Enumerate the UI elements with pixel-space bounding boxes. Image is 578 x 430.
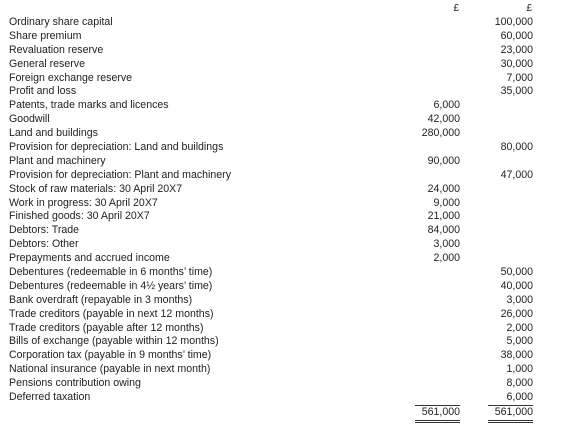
table-row: [0, 224, 578, 238]
row-label: Deferred taxation: [9, 391, 91, 404]
table-row: [0, 266, 578, 280]
row-label: Foreign exchange reserve: [9, 71, 133, 84]
row-value-col1: 3,000: [433, 238, 460, 251]
row-value-col1: 21,000: [427, 210, 460, 223]
table-row: [0, 280, 578, 294]
row-label: Debtors: Other: [9, 238, 79, 251]
row-label: Ordinary share capital: [9, 16, 113, 28]
row-value-col2: 5,000: [506, 335, 533, 348]
table-row: [0, 99, 578, 113]
row-label: Bills of exchange (payable within 12 months): [9, 335, 219, 348]
trial-balance-rows: [0, 16, 578, 405]
table-row: [0, 85, 578, 99]
table-row: [0, 322, 578, 336]
row-label: Pensions contribution owing: [9, 377, 141, 390]
row-label: Profit and loss: [9, 85, 77, 98]
row-value-col2: 23,000: [500, 43, 533, 56]
row-label: Patents, trade marks and licences: [9, 99, 169, 112]
row-value-col1: 9,000: [433, 196, 460, 209]
row-value-col2: 26,000: [500, 307, 533, 320]
column-header-pounds-2: £: [526, 3, 532, 14]
table-row: [0, 238, 578, 252]
row-value-col2: 50,000: [500, 266, 533, 279]
total-col2: 561,000: [488, 406, 533, 423]
column-header-pounds-1: £: [453, 3, 459, 14]
row-label: Stock of raw materials: 30 April 20X7: [9, 182, 183, 195]
table-row: [0, 335, 578, 349]
row-label: Debentures (redeemable in 4½ years’ time): [9, 279, 213, 292]
table-row: [0, 197, 578, 211]
row-value-col1: 90,000: [427, 154, 460, 167]
row-label: Finished goods: 30 April 20X7: [9, 210, 150, 223]
table-row: [0, 141, 578, 155]
row-label: Provision for depreciation: Land and buildings: [9, 141, 224, 154]
table-row: [0, 363, 578, 377]
row-label: National insurance (payable in next month): [9, 363, 211, 376]
row-label: General reserve: [9, 57, 85, 70]
row-value-col2: 8,000: [506, 377, 533, 390]
table-row: [0, 30, 578, 44]
table-row: [0, 169, 578, 183]
table-row: [0, 16, 578, 30]
row-label: Share premium: [9, 29, 82, 42]
row-label: Bank overdraft (repayable in 3 months): [9, 293, 193, 306]
table-row: [0, 72, 578, 86]
table-row: [0, 58, 578, 72]
row-label: Prepayments and accrued income: [9, 252, 170, 265]
total-col1: 561,000: [415, 406, 460, 423]
row-label: Land and buildings: [9, 127, 98, 140]
totals-row: [0, 406, 578, 422]
row-value-col2: 38,000: [500, 349, 533, 362]
row-label: Corporation tax (payable in 9 months’ time): [9, 349, 212, 362]
table-row: [0, 210, 578, 224]
row-value-col2: 7,000: [506, 71, 533, 84]
row-value-col2: 2,000: [506, 321, 533, 334]
row-label: Work in progress: 30 April 20X7: [9, 196, 158, 209]
table-row: [0, 252, 578, 266]
row-value-col2: 80,000: [500, 141, 533, 154]
row-value-col2: 35,000: [500, 85, 533, 98]
table-row: [0, 127, 578, 141]
row-value-col2: 40,000: [500, 279, 533, 292]
table-row: [0, 155, 578, 169]
row-value-col1: 2,000: [433, 252, 460, 265]
row-label: Debentures (redeemable in 6 months’ time): [9, 266, 213, 279]
table-row: [0, 308, 578, 322]
row-value-col2: 1,000: [506, 363, 533, 376]
row-value-col2: 100,000: [494, 16, 533, 28]
row-label: Provision for depreciation: Plant and machinery: [9, 168, 231, 181]
table-row: [0, 294, 578, 308]
column-header-row: [0, 3, 578, 15]
table-row: [0, 391, 578, 405]
row-value-col2: 47,000: [500, 168, 533, 181]
row-value-col1: 42,000: [427, 113, 460, 126]
row-value-col2: 60,000: [500, 29, 533, 42]
row-value-col1: 280,000: [421, 127, 460, 140]
table-row: [0, 349, 578, 363]
table-row: [0, 44, 578, 58]
row-value-col1: 6,000: [433, 99, 460, 112]
row-label: Plant and machinery: [9, 154, 106, 167]
table-row: [0, 183, 578, 197]
row-value-col1: 84,000: [427, 224, 460, 237]
row-label: Trade creditors (payable after 12 months): [9, 321, 204, 334]
row-value-col2: 6,000: [506, 391, 533, 404]
row-value-col2: 3,000: [506, 293, 533, 306]
row-label: Revaluation reserve: [9, 43, 104, 56]
row-label: Goodwill: [9, 113, 50, 126]
table-row: [0, 113, 578, 127]
row-value-col2: 30,000: [500, 57, 533, 70]
table-row: [0, 377, 578, 391]
row-value-col1: 24,000: [427, 182, 460, 195]
row-label: Debtors: Trade: [9, 224, 80, 237]
row-label: Trade creditors (payable in next 12 months): [9, 307, 214, 320]
